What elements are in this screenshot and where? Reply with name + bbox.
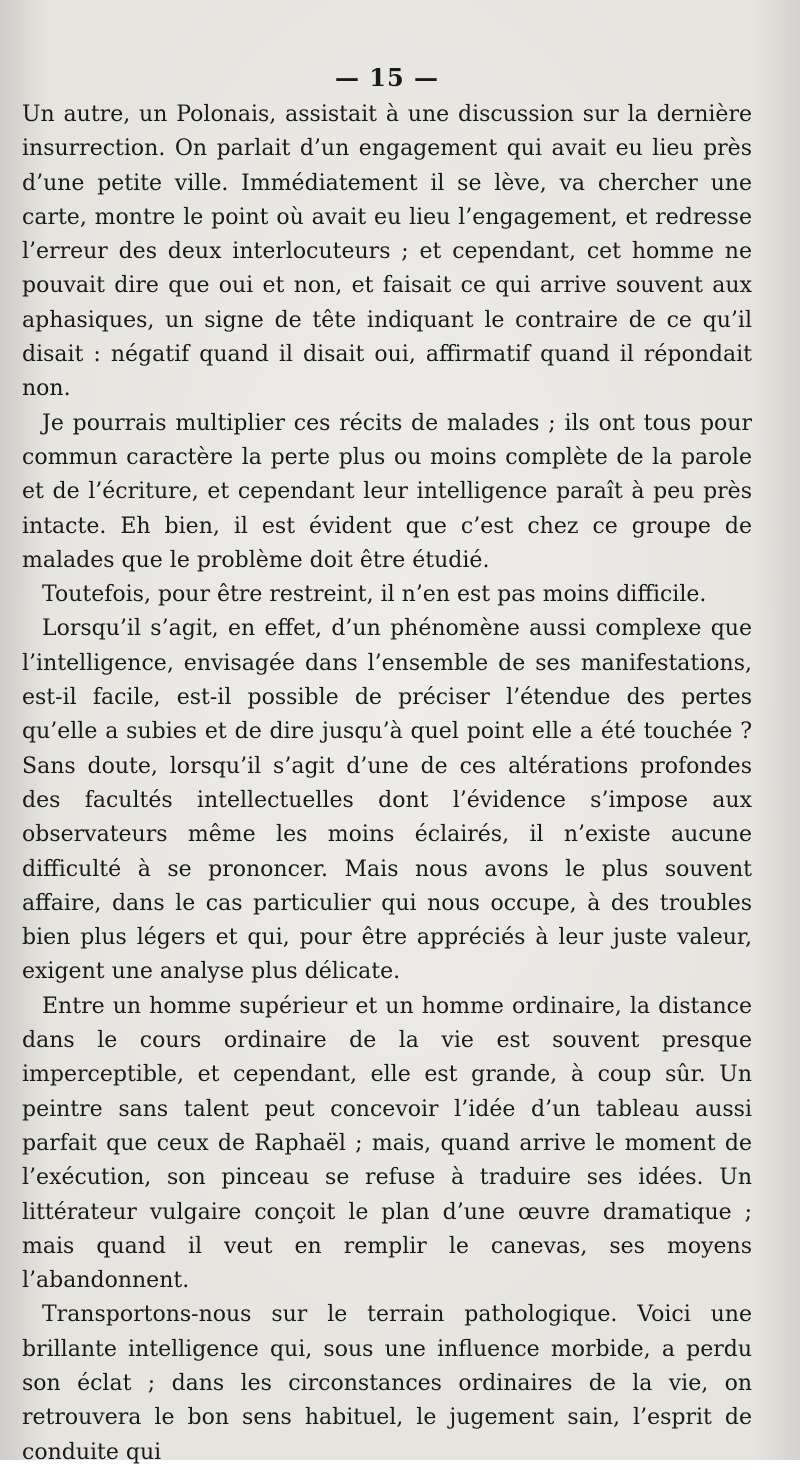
paragraph-1: Un autre, un Polonais, assistait à une discussion sur la dernière insurrection. On parlait d’un engagement qui avait eu lieu près d’une petite ville. Immédiatement il se lève, va chercher une carte, montre le point où avait eu lieu l’engagement, et redresse l’erreur des deux interlocuteurs ; et cependant, cet homme ne pouvait dire que oui et non, et faisait ce qui arrive souvent aux aphasiques, un signe de tête indiquant le contraire de ce qu’il disait : négatif quand il disait oui, affirmatif quand il répondait non. bbox=[22, 102, 752, 402]
page-number: — 15 — bbox=[334, 63, 440, 92]
paragraph-3: Toutefois, pour être restreint, il n’en est pas moins difficile. bbox=[42, 582, 707, 608]
paragraph-4: Lorsqu’il s’agit, en effet, d’un phénomène aussi complexe que l’intelligence, envisagée dans l’ensemble de ses manifestations, est-il facile, est-il possible de préciser l’étendue des pertes qu’elle a subies et de dire jusqu’à quel point elle a été touchée ? Sans doute, lorsqu’il s’agit d’une de ces altérations profondes des facultés intellectuelles dont l’évidence s’impose aux observateurs même les moins éclairés, il n’existe aucune difficulté à se prononcer. Mais nous avons le plus souvent affaire, dans le cas particulier qui nous occupe, à des troubles bien plus légers et qui, pour être appréciés à leur juste valeur, exigent une analyse plus délicate. bbox=[22, 616, 752, 985]
body-text bbox=[22, 98, 752, 1470]
paragraph-6: Transportons-nous sur le terrain pathologique. Voici une brillante intelligence qui, sous une influence morbide, a perdu son éclat ; dans les circonstances ordinaires de la vie, on retrouvera le bon sens habituel, le jugement sain, l’esprit de conduite qui bbox=[22, 1302, 752, 1465]
paragraph-5: Entre un homme supérieur et un homme ordinaire, la distance dans le cours ordinaire de la vie est souvent presque imperceptible, et cependant, elle est grande, à coup sûr. Un peintre sans talent peut concevoir l’idée d’un tableau aussi parfait que ceux de Raphaël ; mais, quand arrive le moment de l’exécution, son pinceau se refuse à traduire ses idées. Un littérateur vulgaire conçoit le plan d’une œuvre dramatique ; mais quand il veut en remplir le canevas, ses moyens l’abandonnent. bbox=[22, 993, 752, 1294]
paragraph-2: Je pourrais multiplier ces récits de malades ; ils ont tous pour commun caractère la perte plus ou moins complète de la parole et de l’écriture, et cependant leur intelligence paraît à peu près intacte. Eh bien, il est évident que c’est chez ce groupe de malades que le problème doit être étudié. bbox=[22, 410, 752, 573]
